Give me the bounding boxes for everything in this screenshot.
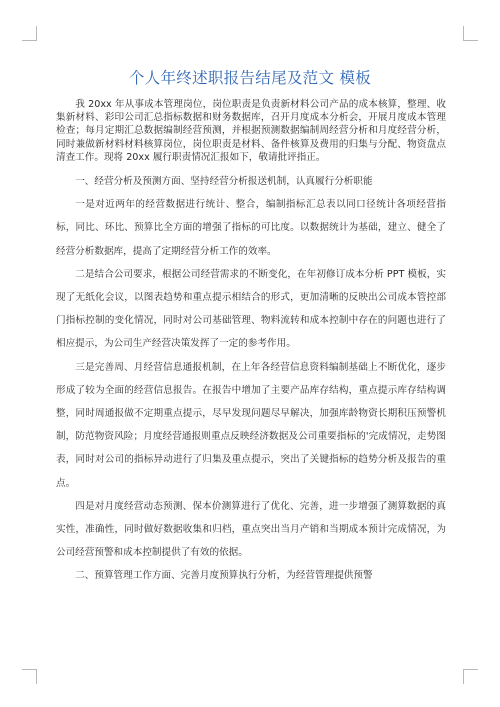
section-heading-1: 一、经营分析及预测方面、坚持经营分析报送机制，认真履行分析职能	[75, 176, 373, 188]
body-paragraph: 三是完善周、月经营信息通报机制，在上年各经营信息资料编制基础上不断优化，逐步形成了较为全面的经营信息报告。在报告中增加了主要产品库存结构，重点提示库存结构调整，同时周通报做不定期重点提示，尽早发现问题尽早解决，加强库龄物资长期积压预警机制，防范物资风险；月度经营通报则重点反映经济数据及公司重要指标的'完成情况，走势图表，同时对公司的指标异动进行了归集及重点提示，突出了关键指标的趋势分析及报告的重点。	[56, 361, 446, 489]
body-paragraph: 二是结合公司要求，根据公司经营需求的不断变化，在年初修订成本分析 PPT 模板，实现了无纸化会议，以图表趋势和重点提示相结合的形式，更加清晰的反映出公司成本管控部门指标控制的变化情况，同时对公司基础管理、物料流转和成本控制中存在的问题也进行了相应提示，为公司生产经营决策发挥了一定的参考作用。	[56, 268, 446, 350]
document-body	[56, 98, 446, 588]
body-paragraph: 一是对近两年的经营数据进行统计、整合，编制指标汇总表以同口径统计各项经营指标，同比、环比、预算比全方面的增强了指标的可比度。以数据统计为基础，建立、健全了经营分析数据库，提高了定期经营分析工作的效率。	[56, 199, 446, 257]
crop-mark-bottom-right	[463, 669, 478, 684]
crop-mark-bottom-left	[22, 669, 37, 684]
body-paragraph: 四是对月度经营动态预测、保本价测算进行了优化、完善，进一步增强了测算数据的真实性，准确性，同时做好数据收集和归档，重点突出当月产销和当期成本预计完成情况，为公司经营预警和成本控制提供了有效的依据。	[56, 500, 446, 559]
crop-mark-top-right	[463, 26, 478, 41]
document-title: 个人年终述职报告结尾及范文 模板	[128, 69, 372, 87]
section-heading-2: 二、预算管理工作方面、完善月度预算执行分析，为经营管理提供预警	[75, 570, 373, 582]
intro-paragraph: 我 20xx 年从事成本管理岗位，岗位职责是负责新材料公司产品的成本核算，整理、收集新材料、彩印公司汇总指标数据和财务数据库，召开月度成本分析会，开展月度成本管理检查；每月定期汇总数据编制经营预测，并根据预测数据编制周经营分析和月度经营分析，同时兼做新材料材料核算岗位，岗位职责是材料、备件核算及费用的归集与分配、物资盘点清查工作。现将 20xx 履行职责情况汇报如下，敬请批评指正。	[56, 99, 446, 163]
crop-mark-top-left	[22, 26, 37, 41]
